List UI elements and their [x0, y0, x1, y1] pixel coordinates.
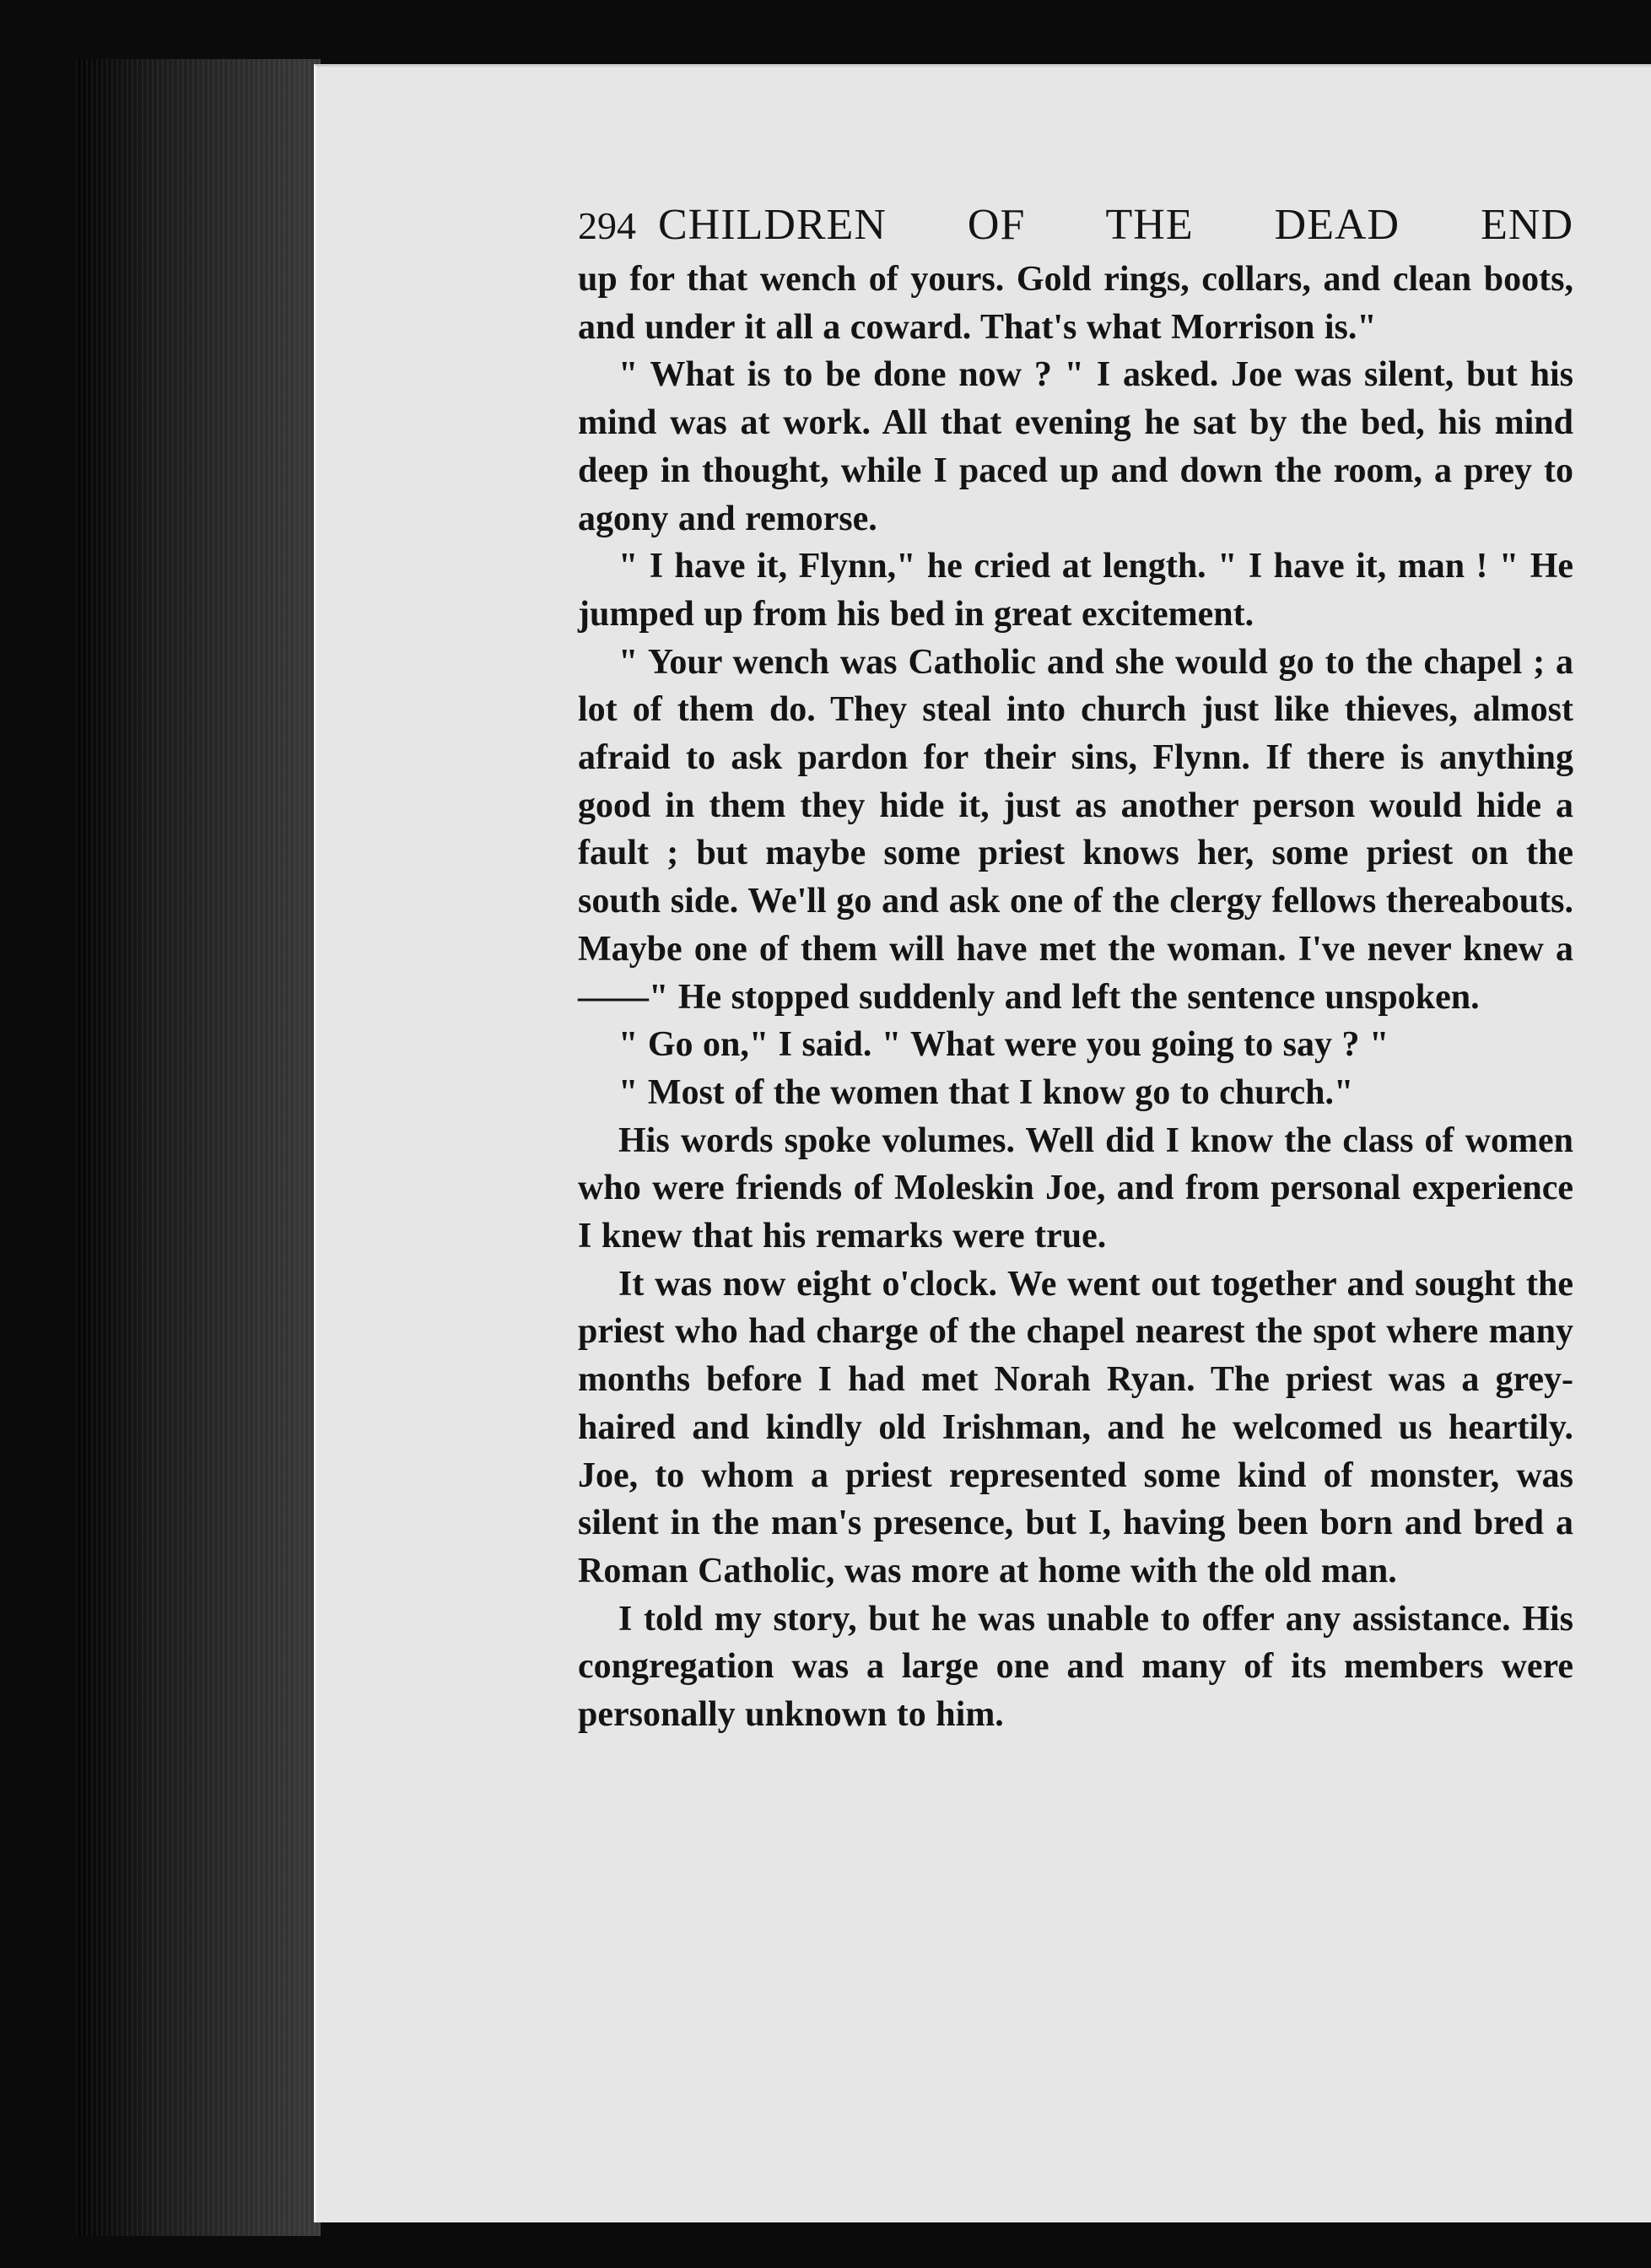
book-title: CHILDREN OF THE DEAD END [658, 201, 1573, 249]
page-text [578, 202, 1573, 1739]
paragraph-continuation: up for that wench of yours. Gold rings, collars, and clean boots, and under it all a coward. That's what Morrison is." [578, 260, 1573, 347]
paragraph: " Most of the women that I know go to church." [618, 1072, 1354, 1112]
paragraph: His words spoke volumes. Well did I know the class of women who were friends of Moleskin Joe, and from personal experience I knew that his remarks were true. [578, 1120, 1573, 1256]
running-head [578, 202, 1573, 254]
book-spine [76, 59, 321, 2236]
paragraph: I told my story, but he was unable to offer any assistance. His congregation was a large one and many of its members were personally unknown to him. [578, 1599, 1573, 1735]
paragraph: " What is to be done now ? " I asked. Joe was silent, but his mind was at work. All that evening he sat by the bed, his mind deep in thought, while I paced up and down the room, a prey to agony and remorse. [578, 355, 1573, 538]
book-page [314, 64, 1651, 2222]
paragraph: " Go on," I said. " What were you going to say ? " [618, 1025, 1389, 1065]
page-number: 294 [578, 204, 636, 247]
paragraph: It was now eight o'clock. We went out together and sought the priest who had charge of the chapel nearest the spot where many months before I had met Norah Ryan. The priest was a grey-haired and kindly old Irishman, and he welcomed us heartily. Joe, to whom a priest represented some kind of monster, was silent in the man's presence, but I, having been born and bred a Roman Catholic, was more at home with the old man. [578, 1264, 1573, 1590]
paragraph: " Your wench was Catholic and she would go to the chapel ; a lot of them do. They steal into church just like thieves, almost afraid to ask pardon for their sins, Flynn. If there is anything good in them they hide it, just as another person would hide a fault ; but maybe some priest knows her, some priest on the south side. We'll go and ask one of the clergy fellows thereabouts. Maybe one of them will have met the woman. I've never knew a——" He stopped suddenly and left the sentence unspoken. [578, 642, 1573, 1017]
paragraph: " I have it, Flynn," he cried at length. " I have it, man ! " He jumped up from his bed in great excitement. [578, 547, 1573, 634]
